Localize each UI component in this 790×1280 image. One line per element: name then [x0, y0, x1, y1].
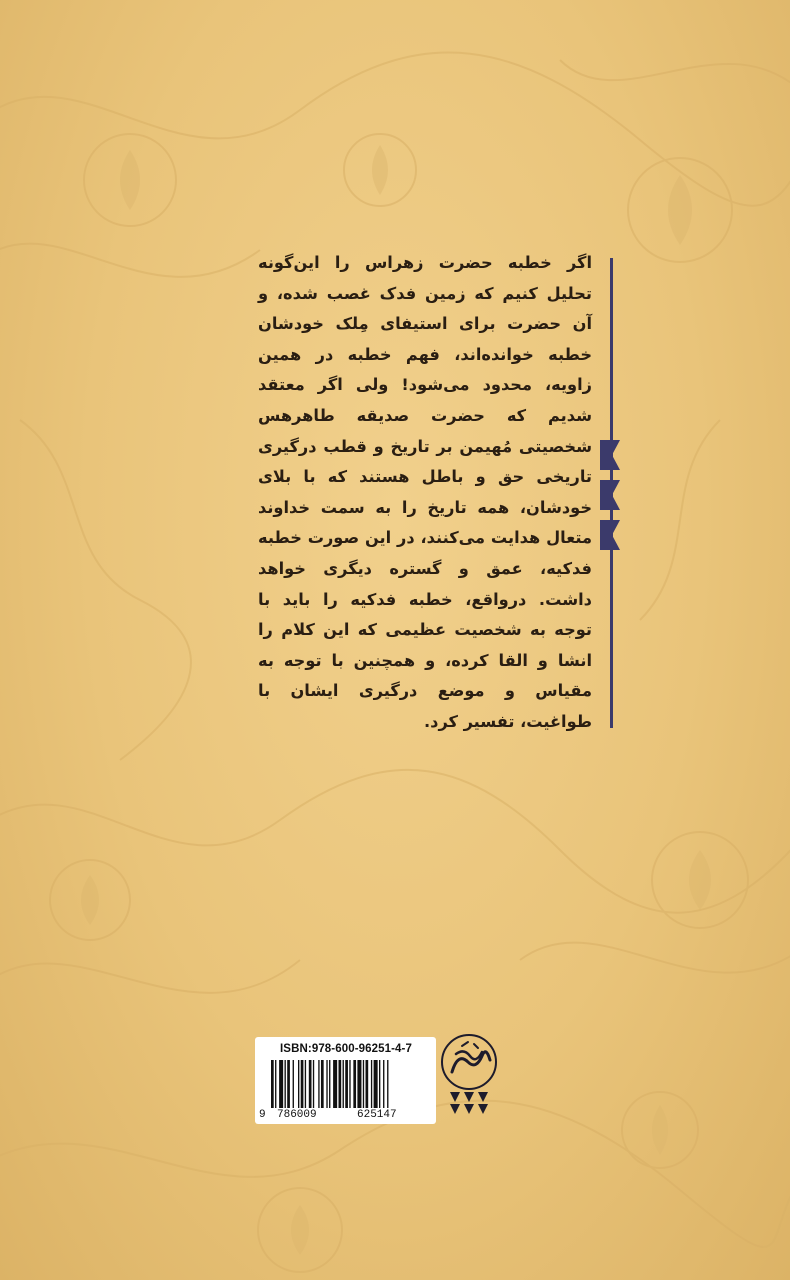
navy-tab-marker-icon	[596, 440, 624, 470]
barcode-bar	[371, 1060, 372, 1108]
barcode-bar	[379, 1060, 380, 1108]
barcode	[271, 1060, 427, 1108]
barcode-bar	[287, 1060, 290, 1108]
barcode-bar	[318, 1060, 319, 1108]
barcode-digits-group1: 786009	[277, 1109, 317, 1121]
barcode-bar	[349, 1060, 350, 1108]
barcode-digit-lead: 9	[259, 1109, 266, 1121]
barcode-bar	[366, 1060, 369, 1108]
barcode-bar	[305, 1060, 306, 1108]
isbn-barcode-label	[255, 1037, 436, 1124]
barcode-bar	[329, 1060, 330, 1108]
barcode-bar	[387, 1060, 388, 1108]
barcode-bar	[275, 1060, 276, 1108]
barcode-bar	[345, 1060, 348, 1108]
barcode-bar	[301, 1060, 304, 1108]
barcode-bar	[293, 1060, 294, 1108]
barcode-bar	[321, 1060, 324, 1108]
back-cover-blurb	[258, 248, 592, 738]
barcode-bar	[333, 1060, 337, 1108]
barcode-bar	[363, 1060, 364, 1108]
barcode-bar	[326, 1060, 327, 1108]
barcode-bar	[298, 1060, 299, 1108]
barcode-bar	[313, 1060, 314, 1108]
barcode-bar	[383, 1060, 384, 1108]
publisher-logo-icon	[438, 1032, 500, 1120]
barcode-bar	[271, 1060, 274, 1108]
barcode-bar	[353, 1060, 356, 1108]
barcode-bar	[374, 1060, 378, 1108]
navy-tab-marker-icon	[596, 520, 624, 550]
barcode-bar	[279, 1060, 283, 1108]
barcode-bar	[285, 1060, 286, 1108]
barcode-bar	[343, 1060, 344, 1108]
barcode-bar	[357, 1060, 361, 1108]
barcode-bar	[339, 1060, 342, 1108]
barcode-digits-group2: 625147	[357, 1109, 397, 1121]
isbn-text: ISBN:978-600-96251-4-7	[280, 1043, 412, 1055]
blurb-paragraph: اگر خطبه حضرت زهراس را این‌گونه تحلیل کنیم که زمین فدک غصب شده، و آن حضرت برای استیفای مِلک خودشان خطبه خوانده‌اند، فهم خطبه در همین زاویه، محدود می‌شود! ولی اگر معتقد شدیم که حضرت صدیقه طاهرهس شخصیتی مُهیمن بر تاریخ و قطب درگیری تاریخی حق و باطل هستند که با بلای خودشان، همه تاریخ را به سمت خداوند متعال هدایت می‌کنند، در این صورت خطبه فدکیه، عمق و گستره دیگری خواهد داشت. درواقع، خطبه فدکیه را باید با توجه به شخصیت عظیمی که این کلام را انشا و القا کرده، و همچنین با توجه به مقیاس و موضع درگیری ایشان با طواغیت، تفسیر کرد.	[258, 253, 592, 731]
navy-tab-marker-icon	[596, 480, 624, 510]
barcode-bar	[309, 1060, 312, 1108]
